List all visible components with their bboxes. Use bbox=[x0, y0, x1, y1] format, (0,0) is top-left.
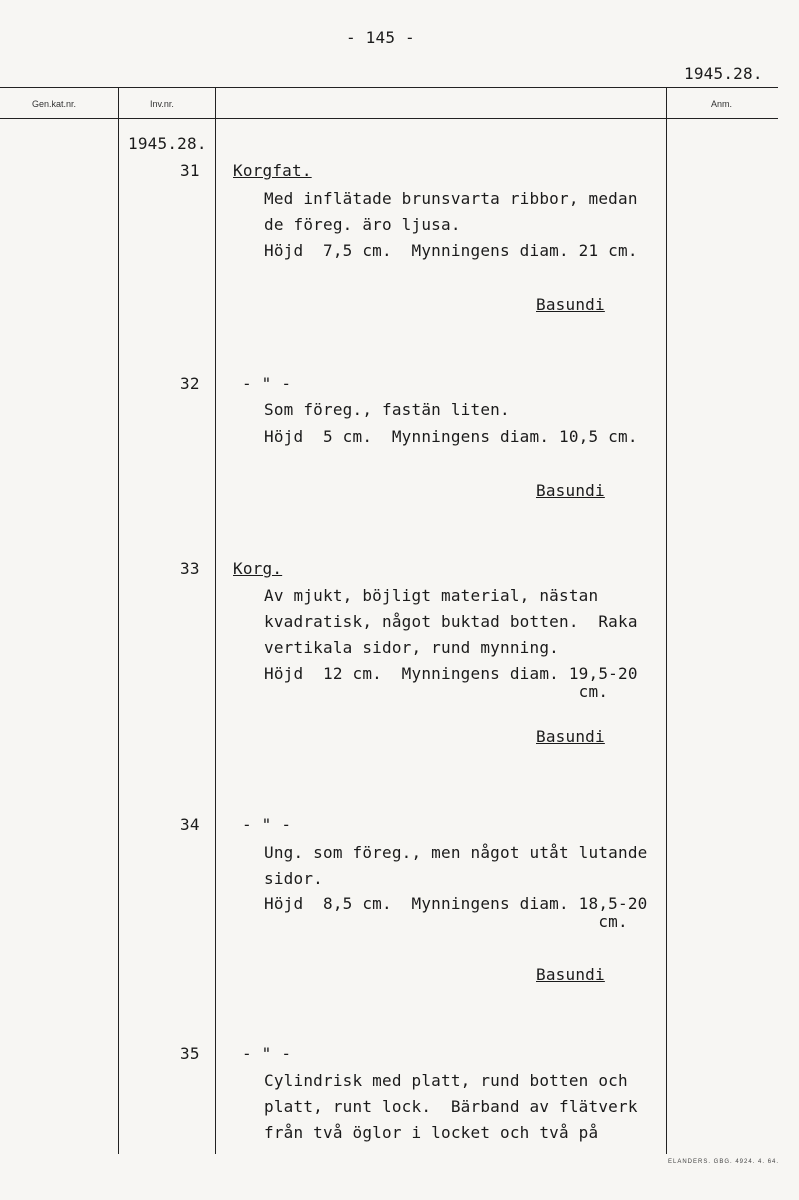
header-top-rule bbox=[0, 87, 778, 88]
column-header-gen: Gen.kat.nr. bbox=[32, 99, 77, 109]
entry-line: Höjd 5 cm. Mynningens diam. 10,5 cm. bbox=[264, 427, 638, 446]
entry-title: - " - bbox=[242, 374, 292, 393]
entry-line: vertikala sidor, rund mynning. bbox=[264, 638, 559, 657]
entry-line: Som föreg., fastän liten. bbox=[264, 400, 510, 419]
entry-number: 35 bbox=[180, 1044, 200, 1063]
entry-source: Basundi bbox=[536, 727, 605, 746]
entry-line: cm. bbox=[264, 682, 609, 701]
entry-line: platt, runt lock. Bärband av flätverk bbox=[264, 1097, 638, 1116]
entry-line: Höjd 8,5 cm. Mynningens diam. 18,5-20 bbox=[264, 894, 648, 913]
entry-title: - " - bbox=[242, 815, 292, 834]
entry-line: kvadratisk, något buktad botten. Raka bbox=[264, 612, 638, 631]
entry-number: 31 bbox=[180, 161, 200, 180]
entry-line: sidor. bbox=[264, 869, 323, 888]
column-divider-inv bbox=[215, 88, 216, 1154]
entry-number: 33 bbox=[180, 559, 200, 578]
year-reference: 1945.28. bbox=[684, 64, 763, 83]
entry-line: Cylindrisk med platt, rund botten och bbox=[264, 1071, 628, 1090]
entry-title: - " - bbox=[242, 1044, 292, 1063]
entry-title: Korg. bbox=[233, 559, 283, 578]
entry-source: Basundi bbox=[536, 965, 605, 984]
entry-title: Korgfat. bbox=[233, 161, 312, 180]
printer-imprint: ELANDERS. GBG. 4924. 4. 64. bbox=[668, 1159, 780, 1165]
entry-line: Av mjukt, böjligt material, nästan bbox=[264, 586, 599, 605]
entry-line: de föreg. äro ljusa. bbox=[264, 215, 461, 234]
column-header-anm: Anm. bbox=[711, 99, 733, 109]
entry-line: Höjd 12 cm. Mynningens diam. 19,5-20 bbox=[264, 664, 638, 683]
entry-line: Höjd 7,5 cm. Mynningens diam. 21 cm. bbox=[264, 241, 638, 260]
column-divider-anm bbox=[666, 88, 667, 1154]
header-bottom-rule bbox=[0, 118, 778, 119]
entry-line: Ung. som föreg., men något utåt lutande bbox=[264, 843, 648, 862]
column-header-inv: Inv.nr. bbox=[150, 99, 174, 109]
entry-line: från två öglor i locket och två på bbox=[264, 1123, 599, 1142]
column-divider-gen bbox=[118, 88, 119, 1154]
entry-source: Basundi bbox=[536, 295, 605, 314]
entry-line: cm. bbox=[264, 912, 628, 931]
page-number: - 145 - bbox=[346, 28, 415, 47]
section-year: 1945.28. bbox=[128, 134, 207, 153]
entry-line: Med inflätade brunsvarta ribbor, medan bbox=[264, 189, 638, 208]
entry-number: 34 bbox=[180, 815, 200, 834]
entry-source: Basundi bbox=[536, 481, 605, 500]
entry-number: 32 bbox=[180, 374, 200, 393]
